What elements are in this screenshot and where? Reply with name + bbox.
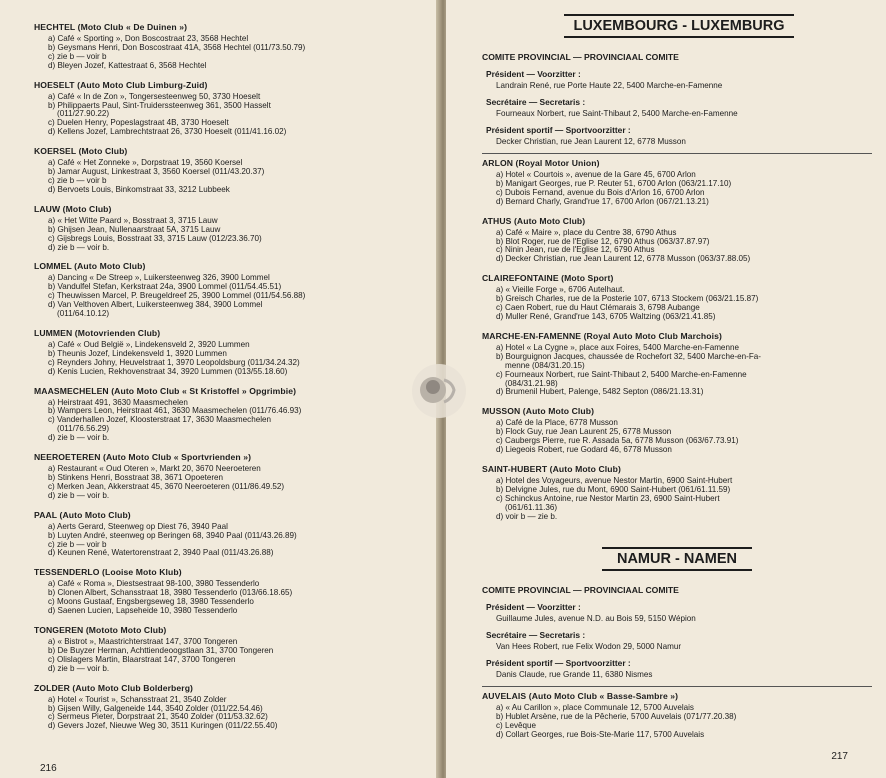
club-detail-line: d) zie b — voir b. xyxy=(48,242,110,252)
club-detail-line: d) zie b — voir b. xyxy=(48,490,110,500)
club-detail-line: b) Stinkens Henri, Bosstraat 38, 3671 Opoeteren xyxy=(48,473,224,482)
club-detail-line: b) Philippaerts Paul, Sint-Truiderssteenweg 361, 3500 Hasselt xyxy=(48,100,271,110)
club-detail-line: a) Hotel « Courtois », avenue de la Gare 45, 6700 Arlon xyxy=(496,170,696,179)
club-entry xyxy=(34,146,432,195)
page-number-right: 217 xyxy=(831,751,848,762)
club-detail-line: (011/76.56.29) xyxy=(48,424,110,434)
club-detail-line: b) Wampers Leon, Heirstraat 461, 3630 Maasmechelen (011/76.46.93) xyxy=(48,406,302,416)
club-name: SAINT-HUBERT (Auto Moto Club) xyxy=(482,463,621,474)
club-detail-line: a) Hotel des Voyageurs, avenue Nestor Martin, 6900 Saint-Hubert xyxy=(496,475,733,485)
club-name: PAAL (Auto Moto Club) xyxy=(34,509,131,520)
club-detail-line: b) Clonen Albert, Schansstraat 18, 3980 Tessenderlo (013/66.18.65) xyxy=(48,588,293,598)
committee-role: Secrétaire — Secretaris : xyxy=(486,97,586,107)
club-detail-line: b) Blot Roger, rue de l'Eglise 12, 6790 Athus (063/37.87.97) xyxy=(496,236,710,246)
club-name: MARCHE-EN-FAMENNE (Royal Auto Moto Club Marchois) xyxy=(482,330,722,341)
club-detail-line: c) Reynders Johny, Heuvelstraat 1, 3970 Leopoldsburg (011/34.24.32) xyxy=(48,357,300,367)
luxembourg-roles xyxy=(482,69,872,154)
left-page xyxy=(0,0,440,778)
club-detail-line: d) Kenis Lucien, Rekhovenstraat 34, 3920 Lummen (013/55.18.60) xyxy=(48,366,288,376)
club-detail-line: c) Dubois Fernand, avenue du Bois d'Arlon 16, 6700 Arlon xyxy=(496,187,705,197)
club-detail-line: c) Duelen Henry, Popeslagstraat 4B, 3730 Hoeselt xyxy=(48,118,229,128)
club-detail-line: a) « Het Witte Paard », Bosstraat 3, 3715 Lauw xyxy=(48,215,218,225)
club-detail-line: c) Theuwissen Marcel, P. Breugeldreef 25, 3900 Lommel (011/54.56.88) xyxy=(48,291,306,301)
luxembourg-club-list xyxy=(482,158,872,521)
club-detail-line: c) Merken Jean, Akkerstraat 45, 3670 Neeroeteren (011/86.49.52) xyxy=(48,481,285,491)
club-detail-line: a) Hotel « La Cygne », place aux Foires, 5400 Marche-en-Famenne xyxy=(496,342,739,352)
club-detail-line: d) voir b — zie b. xyxy=(496,511,558,521)
club-detail-line: b) De Buyzer Herman, Achttiendeoogstlaan 31, 3700 Tongeren xyxy=(48,645,274,655)
club-entry xyxy=(482,331,872,397)
committee-heading-luxembourg: COMITE PROVINCIAL — PROVINCIAAL COMITE xyxy=(482,52,679,62)
club-detail-line: b) Flock Guy, rue Jean Laurent 25, 6778 Musson xyxy=(496,427,672,437)
club-detail-line: menne (084/31.20.15) xyxy=(496,360,585,370)
club-name: CLAIREFONTAINE (Moto Sport) xyxy=(482,273,614,284)
club-name: LAUW (Moto Club) xyxy=(34,203,112,214)
library-stamp-icon xyxy=(408,360,470,422)
club-detail-line: a) Café « Roma », Diestsestraat 98-100, 3980 Tessenderlo xyxy=(48,579,260,589)
club-detail-line: a) Café « In de Zon », Tongersesteenweg 50, 3730 Hoeselt xyxy=(48,91,261,101)
committee-heading-namur: COMITE PROVINCIAL — PROVINCIAAL COMITE xyxy=(482,585,679,596)
club-detail-line: a) Café « Oud België », Lindekensveld 2, 3920 Lummen xyxy=(48,339,250,349)
page-number-left: 216 xyxy=(40,763,57,774)
club-detail-line: b) Hublet Arsène, rue de la Pêcherie, 5700 Auvelais (071/77.20.38) xyxy=(496,712,737,722)
right-page xyxy=(446,0,886,778)
club-entry xyxy=(34,386,432,444)
club-detail-line: c) zie b — voir b xyxy=(48,51,107,61)
club-name: ATHUS (Auto Moto Club) xyxy=(482,215,586,226)
club-detail-line: d) Liegeois Robert, rue Godard 46, 6778 Musson xyxy=(496,445,672,455)
club-detail-line: c) Caen Robert, rue du Haut Clémarais 3, 6798 Aubange xyxy=(496,303,700,313)
region-title-luxembourg: LUXEMBOURG - LUXEMBURG xyxy=(564,14,794,38)
committee-role: Président — Voorzitter : xyxy=(486,69,581,79)
club-detail-line: c) Moons Gustaaf, Engsbergseweg 18, 3980 Tessenderlo xyxy=(48,597,254,607)
club-entry xyxy=(482,406,872,455)
club-detail-line: c) Sermeus Pieter, Dorpstraat 21, 3540 Zolder (011/53.32.62) xyxy=(48,712,268,722)
committee-person: Van Hees Robert, rue Felix Wodon 29, 5000 Namur xyxy=(496,642,682,652)
club-entry xyxy=(482,216,872,265)
club-detail-line: a) Café « Sporting », Don Boscostraat 23, 3568 Hechtel xyxy=(48,34,249,43)
club-detail-line: d) Collart Georges, rue Bois-Ste-Marie 117, 5700 Auvelais xyxy=(496,730,705,740)
club-detail-line: a) Aerts Gerard, Steenweg op Diest 76, 3940 Paal xyxy=(48,521,228,531)
club-entry xyxy=(34,683,432,732)
club-detail-line: b) Greisch Charles, rue de la Posterie 107, 6713 Stockem (063/21.15.87) xyxy=(496,294,759,304)
club-name: HOESELT (Auto Moto Club Limburg-Zuid) xyxy=(34,79,208,90)
committee-role: Président sportif — Sportvoorzitter : xyxy=(486,658,631,669)
club-detail-line: a) « Bistrot », Maastrichterstraat 147, 3700 Tongeren xyxy=(48,636,238,646)
club-detail-line: d) Van Velthoven Albert, Luikersteenweg 384, 3900 Lommel xyxy=(48,300,263,310)
region-title-namur: NAMUR - NAMEN xyxy=(602,547,752,571)
committee-role: Président — Voorzitter : xyxy=(486,602,581,613)
club-detail-line: c) zie b — voir b xyxy=(48,539,107,549)
club-detail-line: b) Theunis Jozef, Lindekensveld 1, 3920 Lummen xyxy=(48,348,227,358)
club-name: ARLON (Royal Motor Union) xyxy=(482,158,600,168)
committee-role: Président sportif — Sportvoorzitter : xyxy=(486,125,631,135)
club-detail-line: (011/64.10.12) xyxy=(48,309,110,319)
club-detail-line: c) Vanderhallen Jozef, Kloosterstraat 17, 3630 Maasmechelen xyxy=(48,415,272,425)
club-detail-line: a) Restaurant « Oud Oteren », Markt 20, 3670 Neeroeteren xyxy=(48,464,261,474)
left-club-list xyxy=(34,22,432,731)
committee-person: Danis Claude, rue Grande 11, 6380 Nismes xyxy=(496,670,653,680)
club-detail-line: d) Keunen René, Watertorenstraat 2, 3940 Paal (011/43.26.88) xyxy=(48,548,274,558)
club-entry xyxy=(34,261,432,319)
section-divider xyxy=(482,153,872,154)
club-name: TESSENDERLO (Looise Moto Klub) xyxy=(34,567,182,578)
club-entry xyxy=(34,567,432,616)
club-detail-line: a) « Vieille Forge », 6706 Autelhaut. xyxy=(496,285,625,295)
club-entry xyxy=(34,80,432,138)
club-entry xyxy=(482,158,872,207)
club-detail-line: d) Brumenil Hubert, Palenge, 5482 Septon (086/21.13.31) xyxy=(496,387,704,397)
club-detail-line: d) Muller René, Grand'rue 143, 6705 Waltzing (063/21.41.85) xyxy=(496,311,716,321)
club-detail-line: b) Manigart Georges, rue P. Reuter 51, 6700 Arlon (063/21.17.10) xyxy=(496,178,732,188)
club-detail-line: c) Fourneaux Norbert, rue Saint-Thibaut 2, 5400 Marche-en-Famenne xyxy=(496,369,747,379)
club-detail-line: a) Café « Maire », place du Centre 38, 6790 Athus xyxy=(496,227,677,237)
club-detail-line: d) Bervoets Louis, Binkomstraat 33, 3212 Lubbeek xyxy=(48,184,230,194)
club-entry xyxy=(482,464,872,522)
committee-person: Landrain René, rue Porte Haute 22, 5400 Marche-en-Famenne xyxy=(496,81,723,90)
club-detail-line: c) zie b — voir b xyxy=(48,175,107,185)
club-detail-line: a) Heirstraat 491, 3630 Maasmechelen xyxy=(48,397,188,407)
club-name: TONGEREN (Mototo Moto Club) xyxy=(34,624,167,635)
club-entry xyxy=(482,691,872,740)
club-detail-line: c) Levêque xyxy=(496,721,537,731)
club-detail-line: a) Café de la Place, 6778 Musson xyxy=(496,418,618,428)
club-detail-line: b) Jamar August, Linkestraat 3, 3560 Koersel (011/43.20.37) xyxy=(48,167,265,177)
club-detail-line: (061/61.11.36) xyxy=(496,502,558,512)
club-name: MUSSON (Auto Moto Club) xyxy=(482,406,595,417)
club-entry xyxy=(34,328,432,377)
club-detail-line: b) Luyten André, steenweg op Beringen 68, 3940 Paal (011/43.26.89) xyxy=(48,530,297,540)
club-name: MAASMECHELEN (Auto Moto Club « St Kristoffel » Opgrimbie) xyxy=(34,385,297,396)
committee-person: Guillaume Jules, avenue N.D. au Bois 59, 5150 Wépion xyxy=(496,614,696,624)
club-detail-line: (011/27.90.22) xyxy=(48,109,110,119)
club-detail-line: c) Caubergs Pierre, rue R. Assada 5a, 6778 Musson (063/67.73.91) xyxy=(496,436,739,446)
club-detail-line: a) Dancing « De Streep », Luikersteenweg 326, 3900 Lommel xyxy=(48,273,270,283)
club-detail-line: b) Delvigne Jules, rue du Mont, 6900 Saint-Hubert (061/61.11.59) xyxy=(496,484,731,494)
committee-person: Fourneaux Norbert, rue Saint-Thibaut 2, 5400 Marche-en-Famenne xyxy=(496,109,738,118)
club-detail-line: d) Gevers Jozef, Nieuwe Weg 30, 3511 Kuringen (011/22.55.40) xyxy=(48,721,278,731)
committee-role: Secrétaire — Secretaris : xyxy=(486,630,586,641)
namur-club-list xyxy=(482,691,872,740)
club-detail-line: d) Bleyen Jozef, Kattestraat 6, 3568 Hechtel xyxy=(48,60,207,70)
club-name: ZOLDER (Auto Moto Club Bolderberg) xyxy=(34,682,194,693)
club-detail-line: b) Gijsen Willy, Galgeneide 144, 3540 Zolder (011/22.54.46) xyxy=(48,703,263,713)
club-name: HECHTEL (Moto Club « De Duinen ») xyxy=(34,22,188,32)
club-detail-line: c) Gijsbregs Louis, Bosstraat 33, 3715 Lauw (012/23.36.70) xyxy=(48,233,262,243)
club-name: NEEROETEREN (Auto Moto Club « Sportvrienden ») xyxy=(34,452,252,463)
club-detail-line: a) « Au Carillon », place Communale 12, 5700 Auvelais xyxy=(496,703,694,713)
namur-roles xyxy=(482,602,872,687)
club-entry xyxy=(482,273,872,322)
club-entry xyxy=(34,22,432,71)
club-detail-line: d) zie b — voir b. xyxy=(48,433,110,443)
club-name: LOMMEL (Auto Moto Club) xyxy=(34,261,146,272)
club-entry xyxy=(34,204,432,253)
club-entry xyxy=(34,625,432,674)
club-entry xyxy=(34,452,432,501)
club-name: AUVELAIS (Auto Moto Club « Basse-Sambre ») xyxy=(482,691,679,702)
club-detail-line: b) Vandulfel Stefan, Kerkstraat 24a, 3900 Lommel (011/54.45.51) xyxy=(48,282,282,292)
club-detail-line: d) Decker Christian, rue Jean Laurent 12, 6778 Musson (063/37.88.05) xyxy=(496,254,751,264)
club-detail-line: c) Schinckus Antoine, rue Nestor Martin 23, 6900 Saint-Hubert xyxy=(496,493,720,503)
club-detail-line: a) Café « Het Zonneke », Dorpstraat 19, 3560 Koersel xyxy=(48,158,243,168)
club-detail-line: b) Geysmans Henri, Don Boscostraat 41A, 3568 Hechtel (011/73.50.79) xyxy=(48,42,306,52)
club-detail-line: a) Hotel « Tourist », Schansstraat 21, 3540 Zolder xyxy=(48,694,227,704)
club-detail-line: d) Saenen Lucien, Lapseheide 10, 3980 Tessenderlo xyxy=(48,606,238,616)
club-detail-line: b) Bourguignon Jacques, chaussée de Rochefort 32, 5400 Marche-en-Fa- xyxy=(496,351,762,361)
club-detail-line: d) zie b — voir b. xyxy=(48,663,110,673)
section-divider xyxy=(482,686,872,687)
club-detail-line: b) Ghijsen Jean, Nullenaarstraat 5A, 3715 Lauw xyxy=(48,224,221,234)
club-name: LUMMEN (Motovrienden Club) xyxy=(34,327,161,338)
club-detail-line: d) Bernard Charly, Grand'rue 17, 6700 Arlon (067/21.13.21) xyxy=(496,196,709,206)
club-detail-line: c) Ninin Jean, rue de l'Eglise 12, 6790 Athus xyxy=(496,245,655,255)
club-detail-line: d) Kellens Jozef, Lambrechtstraat 26, 3730 Hoeselt (011/41.16.02) xyxy=(48,127,287,137)
club-name: KOERSEL (Moto Club) xyxy=(34,146,128,157)
club-detail-line: c) Olislagers Martin, Blaarstraat 147, 3700 Tongeren xyxy=(48,654,236,664)
committee-person: Decker Christian, rue Jean Laurent 12, 6778 Musson xyxy=(496,137,686,146)
club-entry xyxy=(34,510,432,559)
club-detail-line: (084/31.21.98) xyxy=(496,378,558,388)
